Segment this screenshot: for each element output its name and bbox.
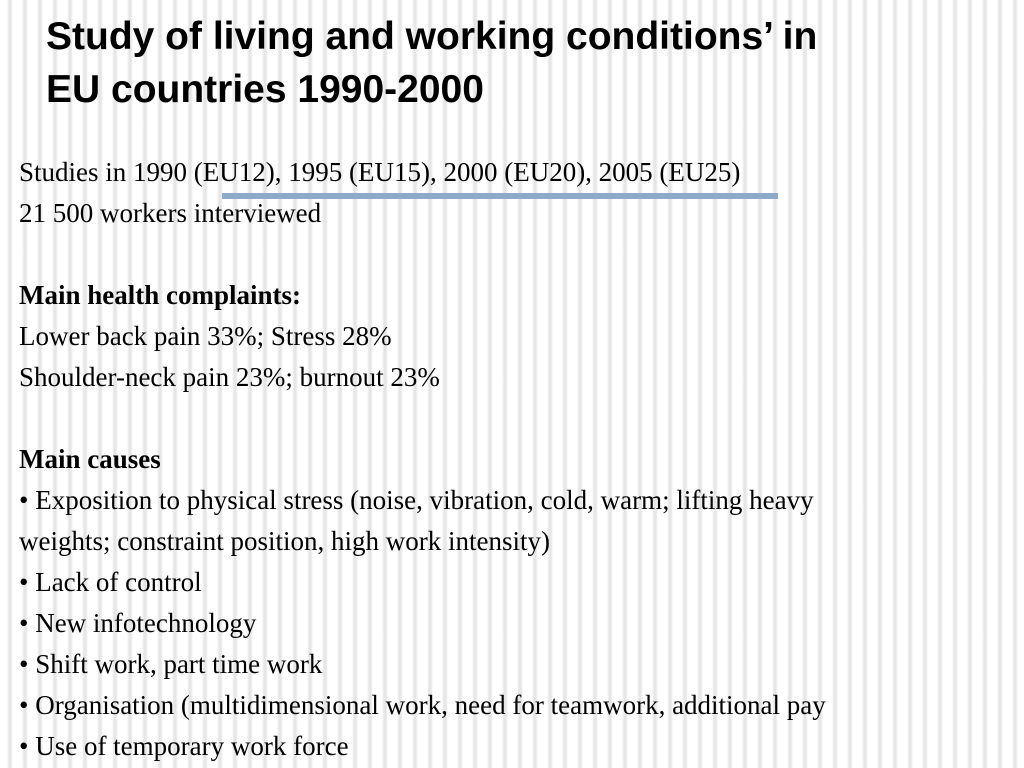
workers-line: 21 500 workers interviewed xyxy=(19,198,322,228)
complaint-line: Lower back pain 33%; Stress 28% xyxy=(19,321,392,351)
slide-title xyxy=(46,10,1006,116)
slide-title-line-1: Study of living and working conditions’ in xyxy=(46,15,818,58)
slide-body xyxy=(19,152,1024,767)
causes-heading: Main causes xyxy=(19,444,161,474)
cause-item: • Use of temporary work force xyxy=(19,731,349,761)
studies-line: Studies in 1990 (EU12), 1995 (EU15), 2000 (EU20), 2005 (EU25) xyxy=(19,157,741,187)
complaint-line: Shoulder-neck pain 23%; burnout 23% xyxy=(19,362,440,392)
spacer xyxy=(19,398,1024,439)
cause-item: • Lack of control xyxy=(19,567,202,597)
cause-item: • New infotechnology xyxy=(19,608,257,638)
cause-item: • Shift work, part time work xyxy=(19,649,323,679)
spacer xyxy=(19,234,1024,275)
cause-item: • Organisation (multidimensional work, need for teamwork, additional pay xyxy=(19,690,826,720)
cause-item-continuation: weights; constraint position, high work intensity) xyxy=(19,526,550,556)
slide-title-line-2: EU countries 1990-2000 xyxy=(46,68,484,111)
complaints-heading: Main health complaints: xyxy=(19,280,302,310)
cause-item: • Exposition to physical stress (noise, vibration, cold, warm; lifting heavy xyxy=(19,485,814,515)
